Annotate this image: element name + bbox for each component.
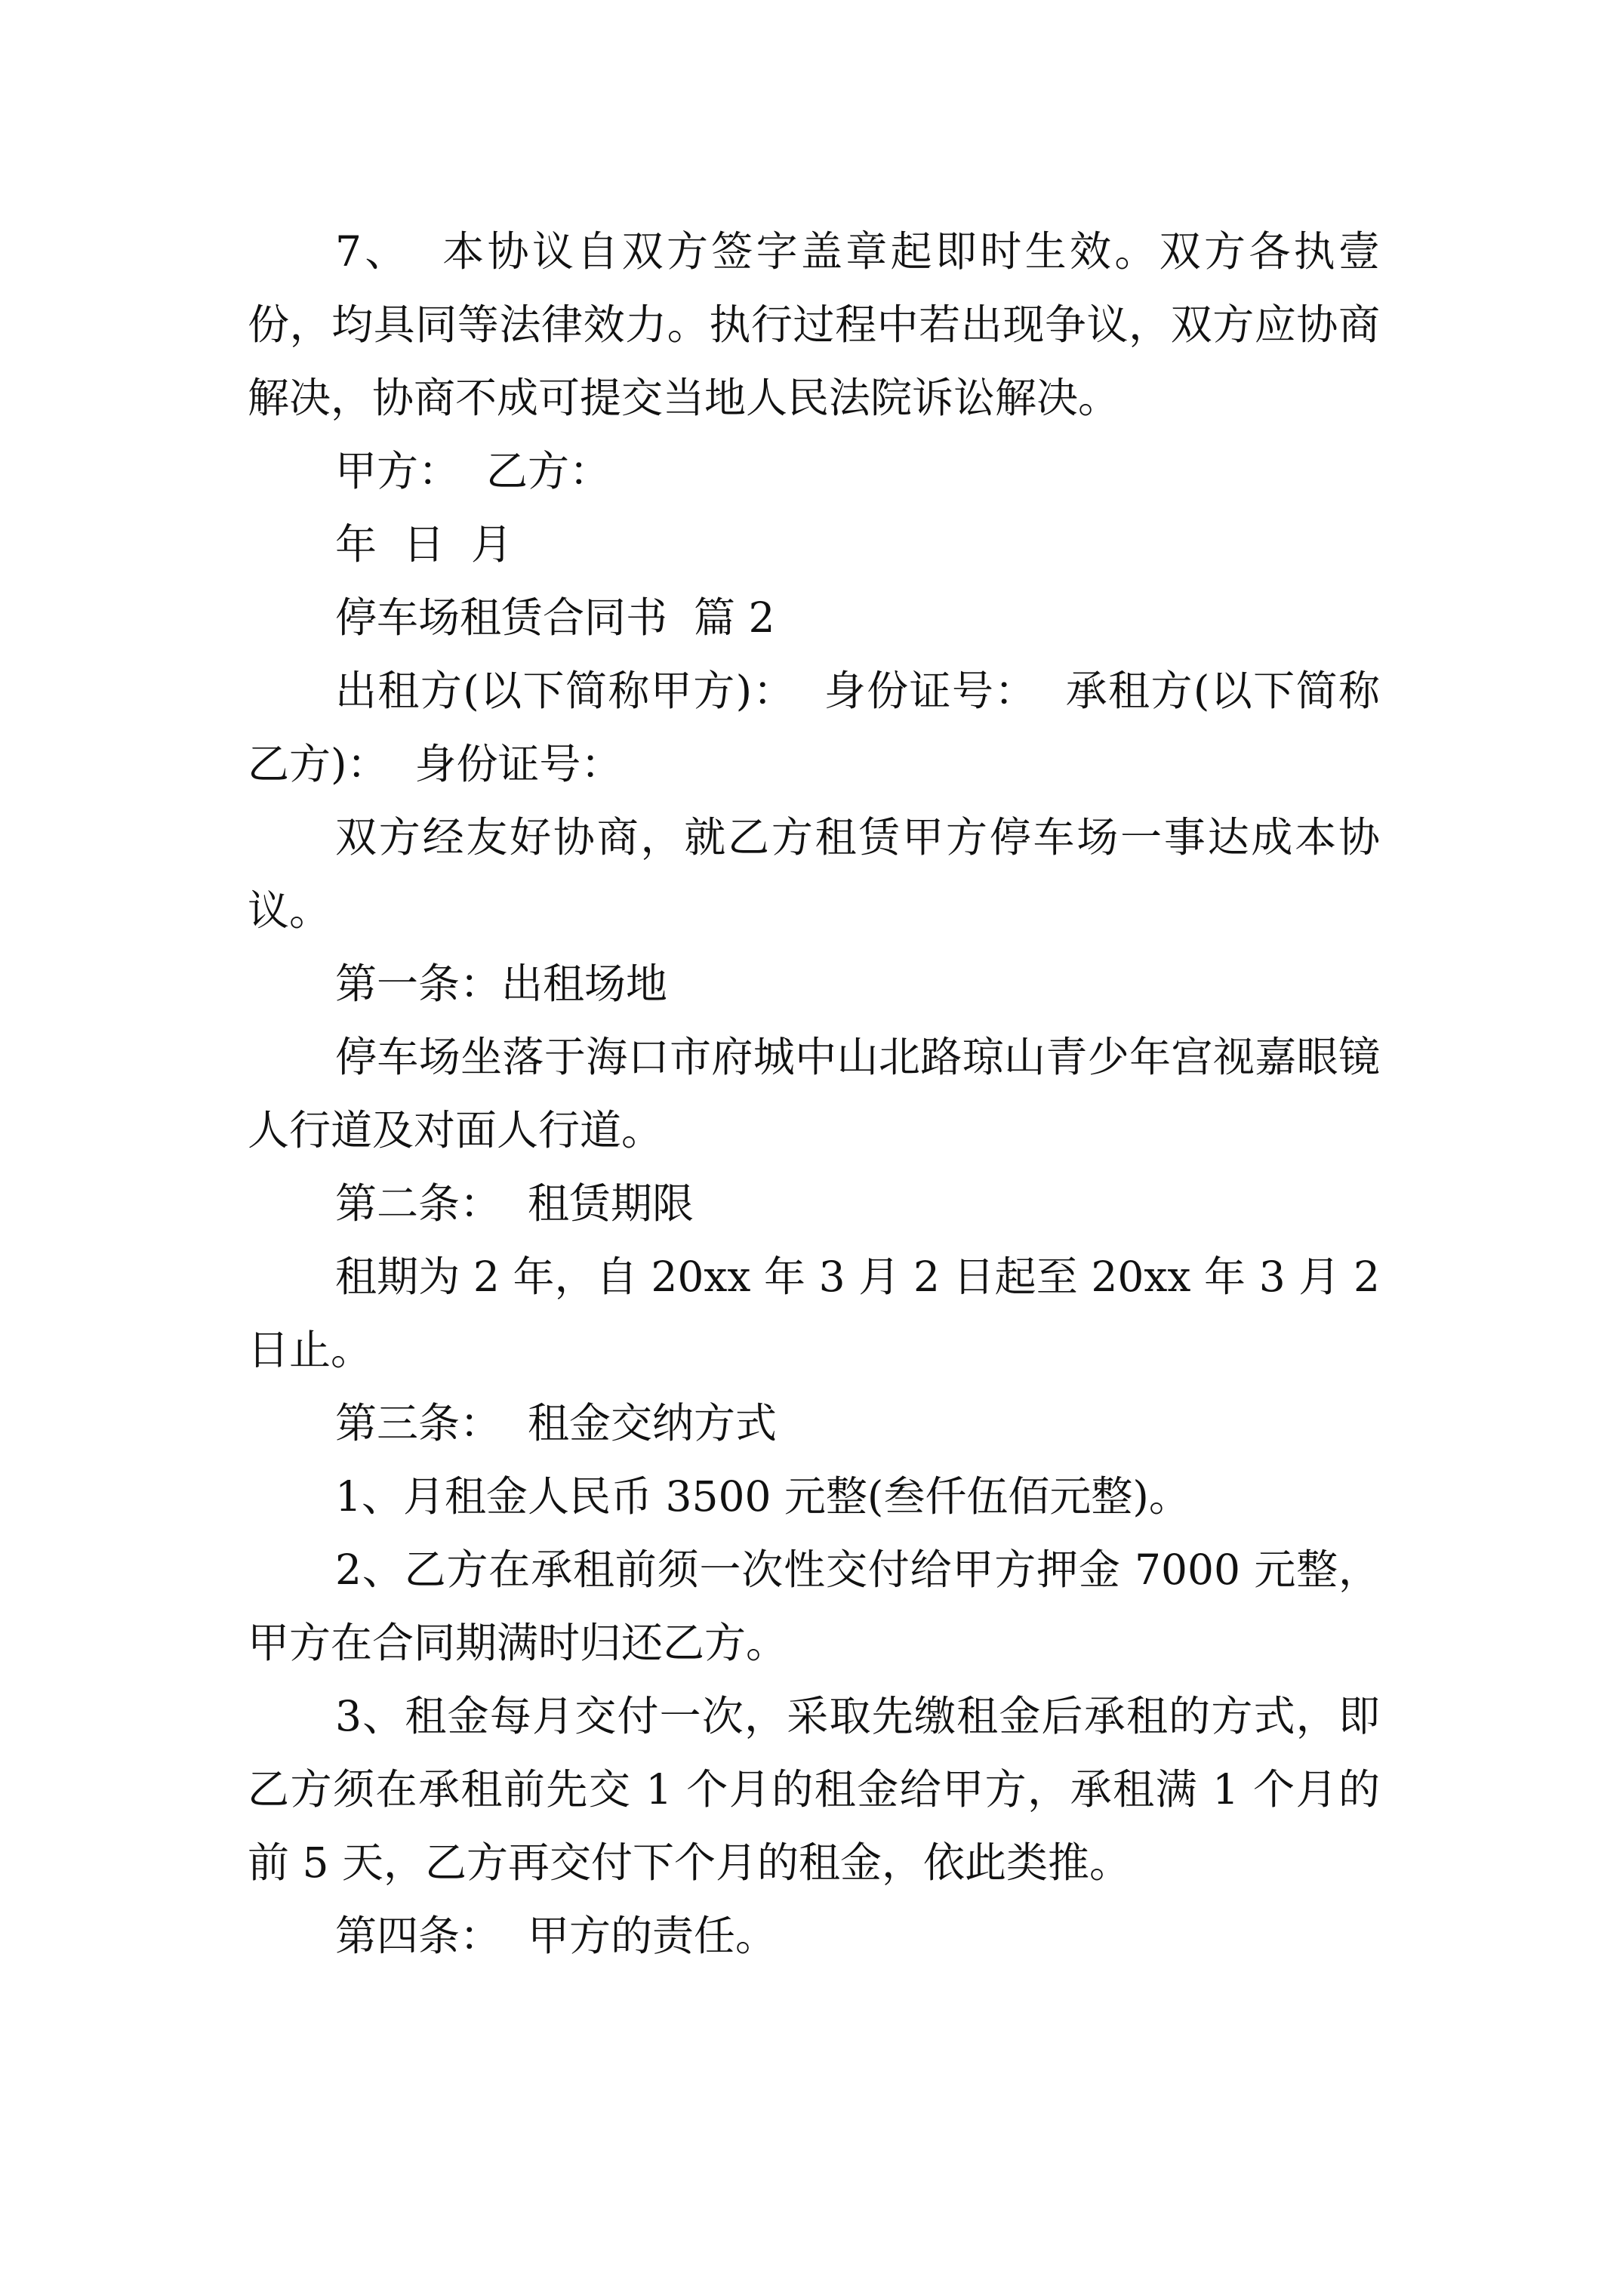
article-3-item-1: 1、月租金人民币 3500 元整(叁仟伍佰元整)。 bbox=[335, 1472, 1190, 1521]
article-3-item-2: 2、乙方在承租前须一次性交付给甲方押金 7000 元整，甲方在合同期满时归还乙方。 bbox=[248, 1546, 1380, 1667]
article-1-text: 停车场坐落于海口市府城中山北路琼山青少年宫视嘉眼镜人行道及对面人行道。 bbox=[248, 1033, 1380, 1154]
section-title: 停车场租赁合同书 篇 2 bbox=[335, 593, 775, 642]
clause-7-paragraph: 7、 本协议自双方签字盖章起即时生效。双方各执壹份，均具同等法律效力。执行过程中若出现争议，双方应协商解决，协商不成可提交当地人民法院诉讼解决。 bbox=[248, 227, 1380, 422]
signature-parties-line: 甲方： 乙方： bbox=[335, 447, 611, 495]
article-3-heading: 第三条： 租金交纳方式 bbox=[335, 1399, 777, 1447]
agreement-intro-paragraph: 双方经友好协商，就乙方租赁甲方停车场一事达成本协议。 bbox=[248, 813, 1380, 935]
article-4-heading: 第四条： 甲方的责任。 bbox=[335, 1912, 777, 1960]
date-line: 年 日 月 bbox=[335, 520, 513, 569]
article-2-text: 租期为 2 年，自 20xx 年 3 月 2 日起至 20xx 年 3 月 2 日止。 bbox=[248, 1253, 1394, 1374]
article-2-heading: 第二条： 租赁期限 bbox=[335, 1179, 694, 1228]
parties-info-paragraph: 出租方(以下简称甲方)： 身份证号： 承租方(以下简称乙方)： 身份证号： bbox=[248, 667, 1380, 788]
document-body bbox=[248, 215, 1394, 1973]
article-3-item-3: 3、租金每月交付一次，采取先缴租金后承租的方式，即乙方须在承租前先交 1 个月的租金给甲方，承租满 1 个月的前 5 天，乙方再交付下个月的租金，依此类推。 bbox=[248, 1692, 1380, 1887]
article-1-heading: 第一条：出租场地 bbox=[335, 960, 668, 1008]
